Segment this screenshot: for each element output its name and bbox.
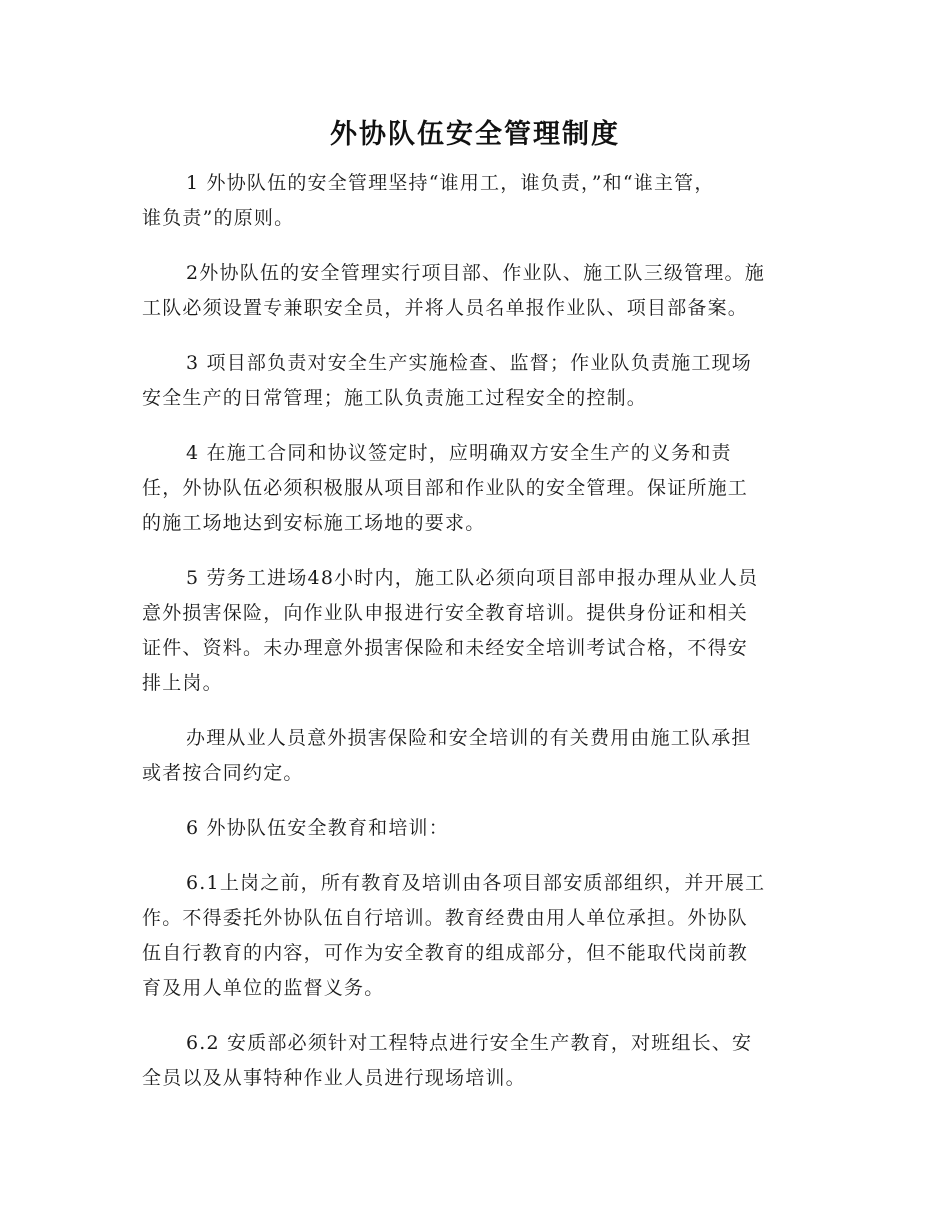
paragraph-line: 意外损害保险，向作业队申报进行安全教育培训。提供身份证和相关 [142,602,749,624]
paragraph-line: 伍自行教育的内容，可作为安全教育的组成部分，但不能取代岗前教 [142,942,749,964]
paragraph-line: 3 项目部负责对安全生产实施检查、监督；作业队负责施工现场 [186,352,752,374]
paragraph-7 [142,811,810,846]
document-title: 外协队伍安全管理制度 [330,119,620,150]
paragraph-line: 或者按合同约定。 [142,762,304,784]
paragraph-2 [142,256,810,326]
paragraph-5 [142,561,810,701]
paragraph-line: 6 外协队伍安全教育和培训： [186,817,449,839]
paragraph-line: 6.2 安质部必须针对工程特点进行安全生产教育，对班组长、安 [186,1032,753,1054]
paragraph-line: 作。不得委托外协队伍自行培训。教育经费由用人单位承担。外协队 [142,907,749,929]
paragraph-line: 2外协队伍的安全管理实行项目部、作业队、施工队三级管理。施 [186,262,765,284]
paragraph-3 [142,346,810,416]
paragraph-line: 谁负责”的原则。 [142,207,295,229]
paragraph-line: 的施工场地达到安标施工场地的要求。 [142,512,486,534]
paragraph-6 [142,721,810,791]
paragraph-4 [142,436,810,541]
paragraph-line: 任，外协队伍必须积极服从项目部和作业队的安全管理。保证所施工 [142,477,749,499]
paragraph-line: 排上岗。 [142,672,223,694]
paragraph-line: 育及用人单位的监督义务。 [142,977,385,999]
paragraph-line: 证件、资料。未办理意外损害保险和未经安全培训考试合格，不得安 [142,637,749,659]
paragraph-line: 办理从业人员意外损害保险和安全培训的有关费用由施工队承担 [186,727,752,749]
paragraph-line: 1 外协队伍的安全管理坚持“谁用工，谁负责，”和“谁主管， [186,172,715,194]
paragraph-line: 工队必须设置专兼职安全员，并将人员名单报作业队、项目部备案。 [142,297,749,319]
paragraph-line: 安全生产的日常管理；施工队负责施工过程安全的控制。 [142,387,648,409]
paragraph-1 [142,166,810,236]
paragraph-9 [142,1026,810,1096]
paragraph-line: 6.1上岗之前，所有教育及培训由各项目部安质部组织，并开展工 [186,872,766,894]
paragraph-line: 4 在施工合同和协议签定时，应明确双方安全生产的义务和责 [186,442,732,464]
paragraph-line: 全员以及从事特种作业人员进行现场培训。 [142,1067,526,1089]
paragraph-line: 5 劳务工进场48小时内，施工队必须向项目部申报办理从业人员 [186,567,759,589]
paragraph-8 [142,866,810,1006]
document-body [142,166,810,1116]
